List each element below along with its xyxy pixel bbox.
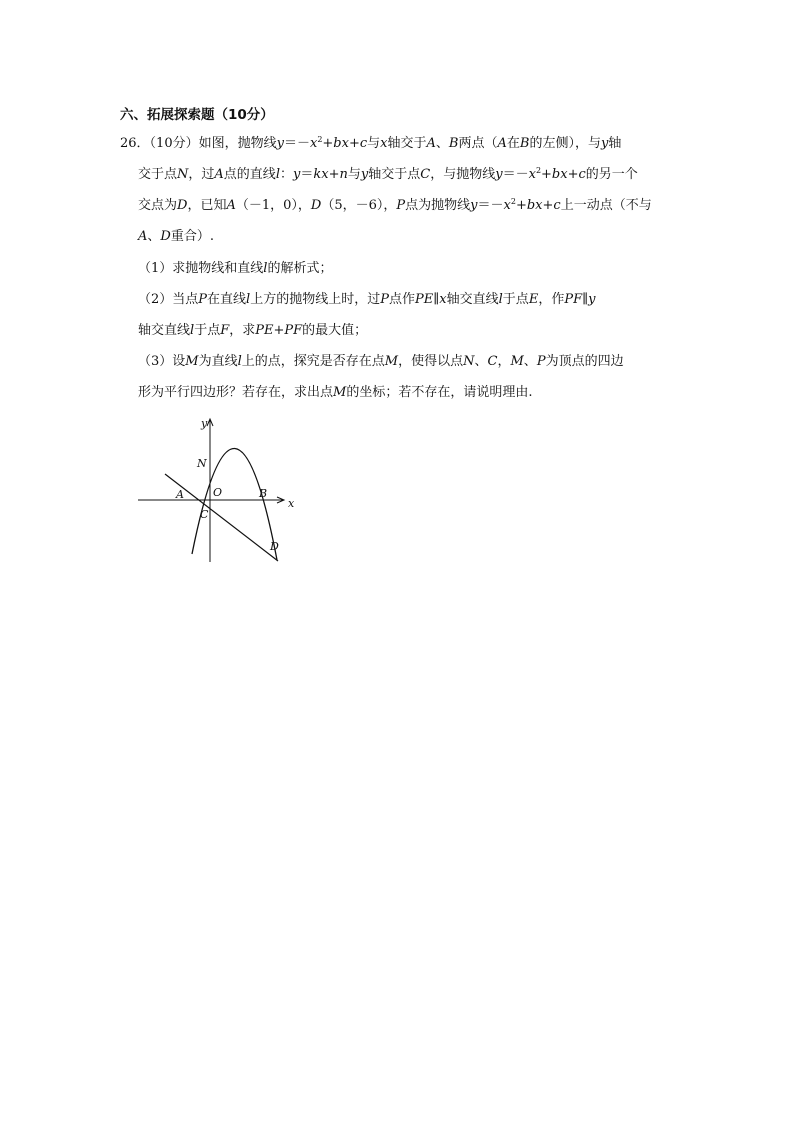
problem-line-4: A、D重合）. [138, 229, 214, 244]
label-y: y [201, 417, 208, 430]
label-A: A [176, 488, 184, 501]
problem-line-3: 交点为D，已知A（－1，0），D（5，－6），P点为抛物线$y=-x^2+bx+c$上一动点（不与 [138, 197, 652, 213]
question-2-continued: 轴交直线l于点F，求PE+PF的最大值； [138, 323, 368, 338]
problem-line-2: 交于点N，过A点的直线l：y＝kx+n与y轴交于点C，与抛物线$y=-x^2+bx+c$的另一个 [138, 166, 638, 182]
label-C: C [200, 508, 209, 521]
label-B: B [259, 487, 268, 500]
figure-svg [135, 412, 305, 567]
parabola-figure [135, 412, 305, 571]
problem-line-1: 26．（10分）如图，抛物线$y=-x^2+bx+c$与x轴交于A、B两点（A在B的左侧），与y轴 [120, 135, 622, 151]
question-2: （2）当点P在直线l上方的抛物线上时，过P点作PE∥x轴交直线l于点E，作PF∥y [138, 292, 596, 307]
question-1: （1）求抛物线和直线l的解析式； [138, 261, 333, 276]
section-title: 六、拓展探索题（10分） [120, 107, 274, 123]
question-3: （3）设M为直线l上的点，探究是否存在点M，使得以点N、C，M、P为顶点的四边 [138, 354, 624, 369]
question-3-continued: 形为平行四边形？若存在，求出点M的坐标；若不存在，请说明理由. [138, 385, 533, 400]
label-D: D [270, 540, 279, 553]
label-O: O [213, 486, 223, 499]
label-N: N [197, 457, 207, 470]
label-x: x [288, 497, 295, 510]
